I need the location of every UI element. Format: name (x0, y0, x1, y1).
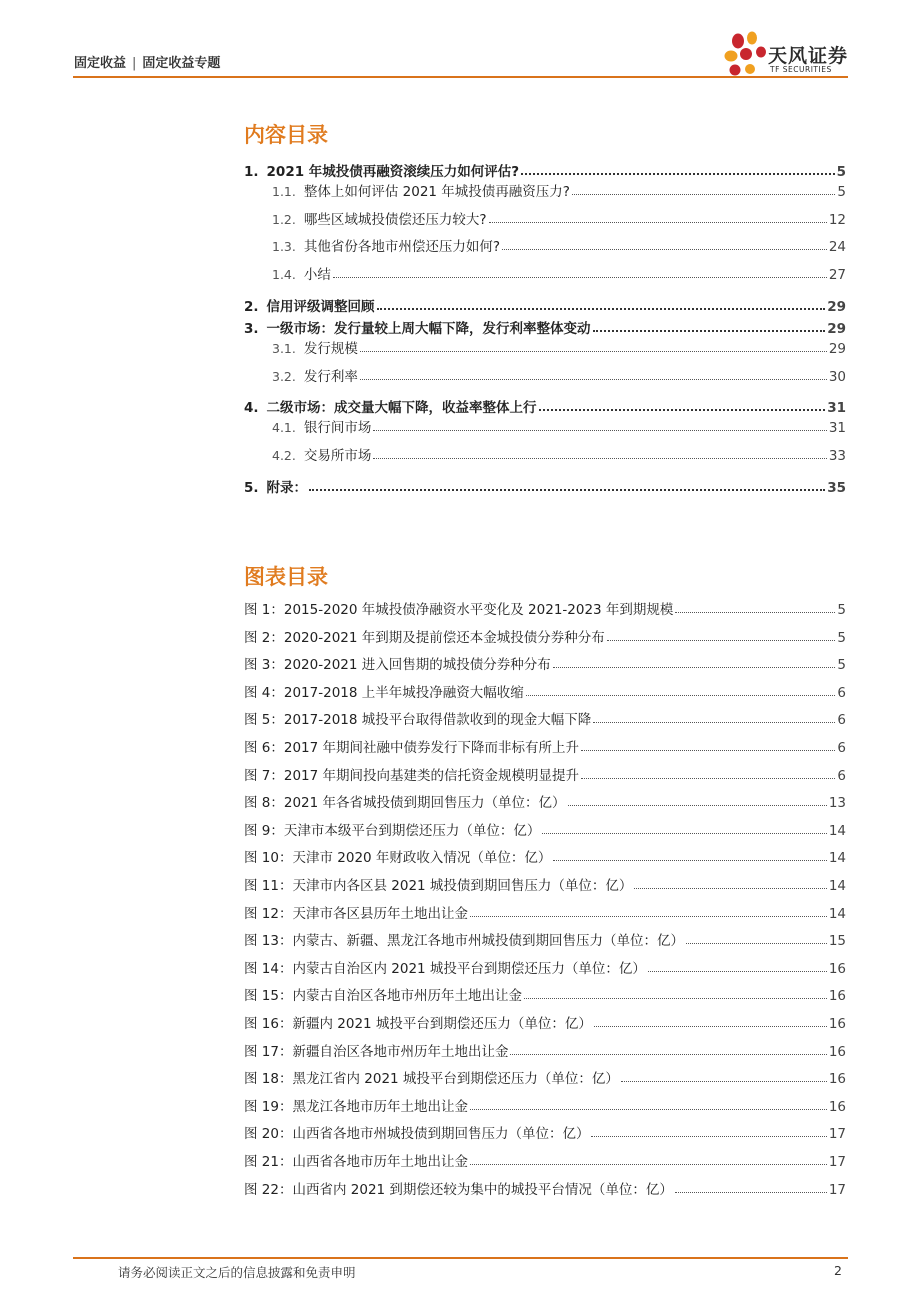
figure-entry-title: 图 8：2021 年各省城投债到期回售压力（单位：亿） (244, 795, 566, 812)
figure-entry-page: 16 (828, 1098, 846, 1115)
toc-entry[interactable] (272, 337, 846, 357)
dot-leader (360, 378, 827, 380)
figure-entry-title: 图 6：2017 年期间社融中债券发行下降而非标有所上升 (244, 740, 580, 756)
figure-entry-title: 图 7：2017 年期间投向基建类的信托资金规模明显提升 (244, 767, 580, 784)
dot-leader (377, 307, 826, 310)
dot-leader (553, 859, 826, 861)
toc-entry[interactable] (272, 208, 846, 228)
dot-leader (648, 970, 827, 972)
figure-entry-title: 图 4：2017-2018 上半年城投净融资大幅收缩 (244, 684, 524, 701)
dot-leader (553, 666, 836, 668)
flower-logo-icon (724, 30, 770, 78)
toc-entry[interactable] (244, 160, 846, 180)
toc-entry-number: 1.2. (272, 212, 296, 227)
figure-entry[interactable] (244, 984, 846, 1004)
dot-leader (373, 429, 826, 431)
dot-leader (686, 942, 827, 944)
footer-disclaimer: 请务必阅读正文之后的信息披露和免责申明 (118, 1265, 356, 1280)
dot-leader (373, 457, 826, 459)
toc-entry-number: 4.2. (272, 448, 296, 463)
toc-entry-page: 31 (827, 400, 846, 416)
toc-entry-page: 12 (828, 212, 846, 228)
subcategory-label: 固定收益专题 (142, 56, 221, 71)
dot-leader (470, 915, 827, 917)
figure-entry-title: 图 12：天津市各区县历年土地出让金 (244, 905, 468, 922)
header-separator: | (132, 56, 137, 71)
toc-entry-page: 27 (828, 267, 846, 283)
figure-entry-title: 图 13：内蒙古、新疆、黑龙江各地市州城投债到期回售压力（单位：亿） (244, 933, 684, 950)
footer-divider (73, 1257, 848, 1259)
toc-entry-title: 交易所市场 (303, 448, 372, 464)
figure-entry-page: 14 (828, 905, 846, 922)
toc-entry-number: 3. (244, 321, 259, 337)
toc-entry-page: 29 (827, 321, 846, 337)
dot-leader (593, 329, 826, 332)
toc-entry[interactable] (272, 416, 846, 436)
figure-entry-page: 16 (828, 960, 846, 977)
dot-leader (470, 1108, 827, 1110)
toc-entry-number: 3.2. (272, 369, 296, 384)
figure-entry-title: 图 10：天津市 2020 年财政收入情况（单位：亿） (244, 850, 552, 867)
toc-entry[interactable] (272, 444, 846, 464)
figure-entry-title: 图 21：山西省各地市历年土地出让金 (244, 1154, 468, 1170)
figure-entry[interactable] (244, 929, 846, 949)
figure-entry[interactable] (244, 902, 846, 922)
toc-entry-page: 30 (828, 369, 846, 385)
toc-entry[interactable] (272, 365, 846, 385)
dot-leader (360, 350, 827, 352)
toc-entry[interactable] (272, 235, 846, 255)
dot-leader (309, 488, 825, 491)
figure-entry-title: 图 20：山西省各地市州城投债到期回售压力（单位：亿） (244, 1126, 590, 1143)
figure-entry[interactable] (244, 846, 846, 866)
dot-leader (594, 1025, 827, 1027)
report-category-header (74, 52, 220, 71)
figure-entry-page: 5 (837, 629, 846, 646)
dot-leader (591, 1135, 826, 1137)
toc-entry[interactable] (244, 317, 846, 337)
toc-entry-number: 4.1. (272, 420, 296, 435)
dot-leader (568, 804, 827, 806)
figure-entry-page: 17 (828, 1126, 846, 1143)
toc-entry[interactable] (272, 263, 846, 283)
figure-entry-page: 6 (837, 684, 846, 701)
toc-entry-number: 5. (244, 480, 259, 496)
figure-entry[interactable] (244, 1178, 846, 1198)
toc-entry-title: 小结 (303, 267, 331, 283)
category-label: 固定收益 (74, 56, 127, 71)
toc-entry-title: 附录： (266, 480, 308, 496)
figure-entry[interactable] (244, 791, 846, 811)
figure-entry-page: 15 (828, 933, 846, 950)
dot-leader (572, 193, 835, 195)
toc-entry-title: 哪些区域城投债偿还压力较大? (303, 212, 487, 228)
toc-entry-page: 24 (828, 239, 846, 255)
dot-leader (607, 639, 836, 641)
toc-entry-title: 发行规模 (303, 341, 358, 357)
logo-name: 天风证券 (768, 45, 849, 67)
dot-leader (542, 832, 826, 834)
figure-entry-page: 16 (828, 1071, 846, 1088)
figure-entry-page: 16 (828, 1016, 846, 1032)
toc-entry-title: 银行间市场 (303, 420, 372, 436)
figure-entry-title: 图 9：天津市本级平台到期偿还压力（单位：亿） (244, 822, 541, 839)
figures-title: 图表目录 (244, 565, 328, 589)
toc-entry-page: 5 (837, 184, 846, 200)
figure-entry-title: 图 16：新疆内 2021 城投平台到期偿还压力（单位：亿） (244, 1016, 592, 1032)
figure-entry-page: 5 (837, 602, 846, 618)
toc-entry[interactable] (244, 476, 846, 496)
figure-entry[interactable] (244, 1150, 846, 1170)
figure-entry-title: 图 3：2020-2021 进入回售期的城投债分券种分布 (244, 657, 551, 674)
dot-leader (470, 1163, 827, 1165)
toc-entry-page: 35 (827, 480, 846, 496)
figure-entry[interactable] (244, 819, 846, 839)
figure-entry-page: 6 (837, 767, 846, 784)
toc-entry-page: 31 (828, 420, 846, 436)
toc-entry-number: 2. (244, 299, 259, 315)
dot-leader (526, 694, 836, 696)
dot-leader (634, 887, 826, 889)
dot-leader (539, 408, 826, 411)
figure-entry[interactable] (244, 957, 846, 977)
toc-entry-title: 信用评级调整回顾 (266, 299, 375, 315)
figure-entry[interactable] (244, 764, 846, 784)
dot-leader (521, 172, 834, 175)
toc-entry-page: 5 (836, 164, 846, 180)
dot-leader (593, 721, 835, 723)
figure-entry[interactable] (244, 1095, 846, 1115)
figure-entry-page: 16 (828, 988, 846, 1005)
figure-entry[interactable] (244, 736, 846, 756)
figure-entry-title: 图 18：黑龙江省内 2021 城投平台到期偿还压力（单位：亿） (244, 1071, 619, 1088)
figure-entry[interactable] (244, 626, 846, 646)
page-number: 2 (834, 1263, 842, 1278)
figure-entry[interactable] (244, 653, 846, 673)
figure-entry-page: 6 (837, 712, 846, 729)
toc-entry-number: 1. (244, 164, 259, 180)
figure-entry-title: 图 11：天津市内各区县 2021 城投债到期回售压力（单位：亿） (244, 878, 633, 894)
figure-entry-title: 图 15：内蒙古自治区各地市州历年土地出让金 (244, 988, 522, 1005)
toc-entry-page: 33 (828, 448, 846, 464)
dot-leader (510, 1053, 826, 1055)
figure-entry-title: 图 17：新疆自治区各地市州历年土地出让金 (244, 1043, 509, 1060)
figure-entry-page: 16 (828, 1043, 846, 1060)
dot-leader (581, 777, 835, 779)
toc-entry[interactable] (244, 396, 846, 416)
dot-leader (581, 749, 835, 751)
figure-entry-title: 图 14：内蒙古自治区内 2021 城投平台到期偿还压力（单位：亿） (244, 960, 646, 977)
tf-securities-logo (724, 30, 854, 78)
dot-leader (524, 997, 827, 999)
toc-entry-title: 二级市场：成交量大幅下降，收益率整体上行 (266, 400, 537, 416)
figure-entry[interactable] (244, 1067, 846, 1087)
figure-entry-title: 图 19：黑龙江各地市历年土地出让金 (244, 1098, 468, 1115)
dot-leader (502, 248, 827, 250)
header-divider (73, 76, 848, 78)
toc-entry[interactable] (272, 180, 846, 200)
dot-leader (675, 1191, 827, 1193)
figure-entry-page: 14 (828, 878, 846, 894)
figure-entry-title: 图 2：2020-2021 年到期及提前偿还本金城投债分券种分布 (244, 629, 605, 646)
figure-entry-page: 17 (828, 1154, 846, 1170)
figure-entry[interactable] (244, 874, 846, 894)
dot-leader (675, 611, 835, 613)
figure-entry[interactable] (244, 708, 846, 728)
dot-leader (621, 1080, 827, 1082)
toc-entry-number: 1.1. (272, 184, 296, 199)
toc-entry-title: 整体上如何评估 2021 年城投债再融资压力? (303, 184, 570, 200)
figure-entry-page: 14 (828, 822, 846, 839)
toc-entry-number: 3.1. (272, 341, 296, 356)
figure-entry-page: 13 (828, 795, 846, 812)
toc-entry-title: 2021 年城投债再融资滚续压力如何评估? (266, 164, 520, 180)
figure-entry[interactable] (244, 681, 846, 701)
logo-subtitle: TF SECURITIES (770, 65, 832, 74)
toc-entry-title: 一级市场：发行量较上周大幅下降，发行利率整体变动 (266, 321, 591, 337)
toc-entry[interactable] (244, 295, 846, 315)
dot-leader (489, 221, 827, 223)
figure-entry-page: 6 (837, 740, 846, 756)
figure-entry-title: 图 1：2015-2020 年城投债净融资水平变化及 2021-2023 年到期规模 (244, 602, 674, 618)
toc-entry-number: 1.4. (272, 267, 296, 282)
toc-entry-title: 其他省份各地市州偿还压力如何? (303, 239, 501, 255)
figure-entry[interactable] (244, 1012, 846, 1032)
figure-entry-title: 图 5：2017-2018 城投平台取得借款收到的现金大幅下降 (244, 712, 592, 729)
figure-entry[interactable] (244, 598, 846, 618)
figure-entry-title: 图 22：山西省内 2021 到期偿还较为集中的城投平台情况（单位：亿） (244, 1181, 673, 1198)
figure-entry[interactable] (244, 1122, 846, 1142)
figure-entry-page: 5 (837, 657, 846, 674)
dot-leader (333, 276, 827, 278)
contents-title: 内容目录 (244, 123, 328, 147)
toc-entry-title: 发行利率 (303, 369, 358, 385)
toc-entry-page: 29 (828, 341, 846, 357)
toc-entry-number: 4. (244, 400, 259, 416)
figure-entry[interactable] (244, 1040, 846, 1060)
toc-entry-number: 1.3. (272, 239, 296, 254)
toc-entry-page: 29 (827, 299, 846, 315)
figure-entry-page: 14 (828, 850, 846, 867)
figure-entry-page: 17 (828, 1181, 846, 1198)
